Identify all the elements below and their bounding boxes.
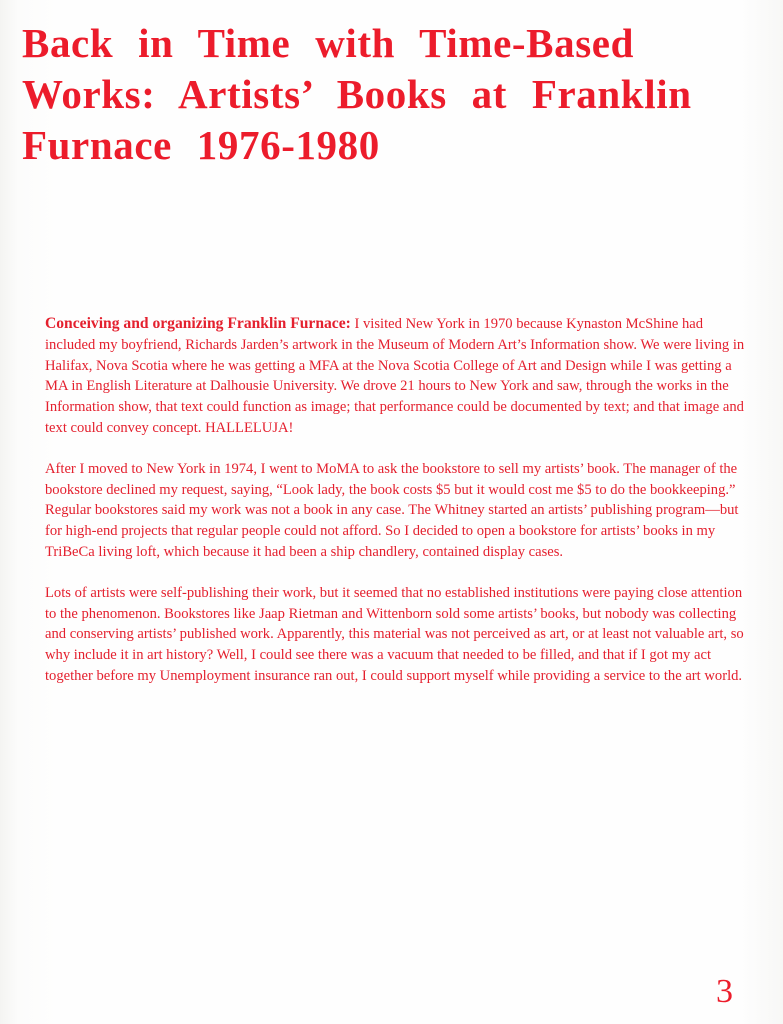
paragraph-1 — [45, 314, 749, 439]
page-number: 3 — [716, 973, 733, 1010]
page-title: Back in Time with Time-Based Works: Artists’ Books at Franklin Furnace 1976-1980 — [22, 20, 692, 168]
paragraph-1-text: I visited New York in 1970 because Kynaston McShine had included my boyfriend, Richards Jarden’s artwork in the Museum of Modern Art’s Information show. We were living in Halifax, Nova Scotia where he was getting a MFA at the Nova Scotia College of Art and Design while I was getting a MA in English Literature at Dalhousie University. We drove 21 hours to New York and saw, through the works in the Information show, that text could function as image; that performance could be documented by text; and that image and text could convey concept. HALLELUJA! — [45, 316, 745, 436]
article-body — [45, 314, 749, 707]
paragraph-2: After I moved to New York in 1974, I went to MoMA to ask the bookstore to sell my artists’ book. The manager of the bookstore declined my request, saying, “Look lady, the book costs $5 but it would cost me $5 to do the bookkeeping.” Regular bookstores said my work was not a book in any case. The Whitney started an artists’ publishing program—but for high-end projects that regular people could not afford. So I decided to open a bookstore for artists’ books in my TriBeCa living loft, which because it had been a ship chandlery, contained display cases. — [45, 460, 739, 560]
section-heading: Conceiving and organizing Franklin Furnace: — [45, 315, 351, 332]
paragraph-3: Lots of artists were self-publishing their work, but it seemed that no established institutions were paying close attention to the phenomenon. Bookstores like Jaap Rietman and Wittenborn sold some artists’ books, but nobody was collecting and conserving artists’ published work. Apparently, this material was not perceived as art, or at least not valuable art, so why include it in art history? Well, I could see there was a vacuum that needed to be filled, and that if I got my act together before my Unemployment insurance ran out, I could support myself while providing a service to the art world. — [45, 584, 744, 684]
